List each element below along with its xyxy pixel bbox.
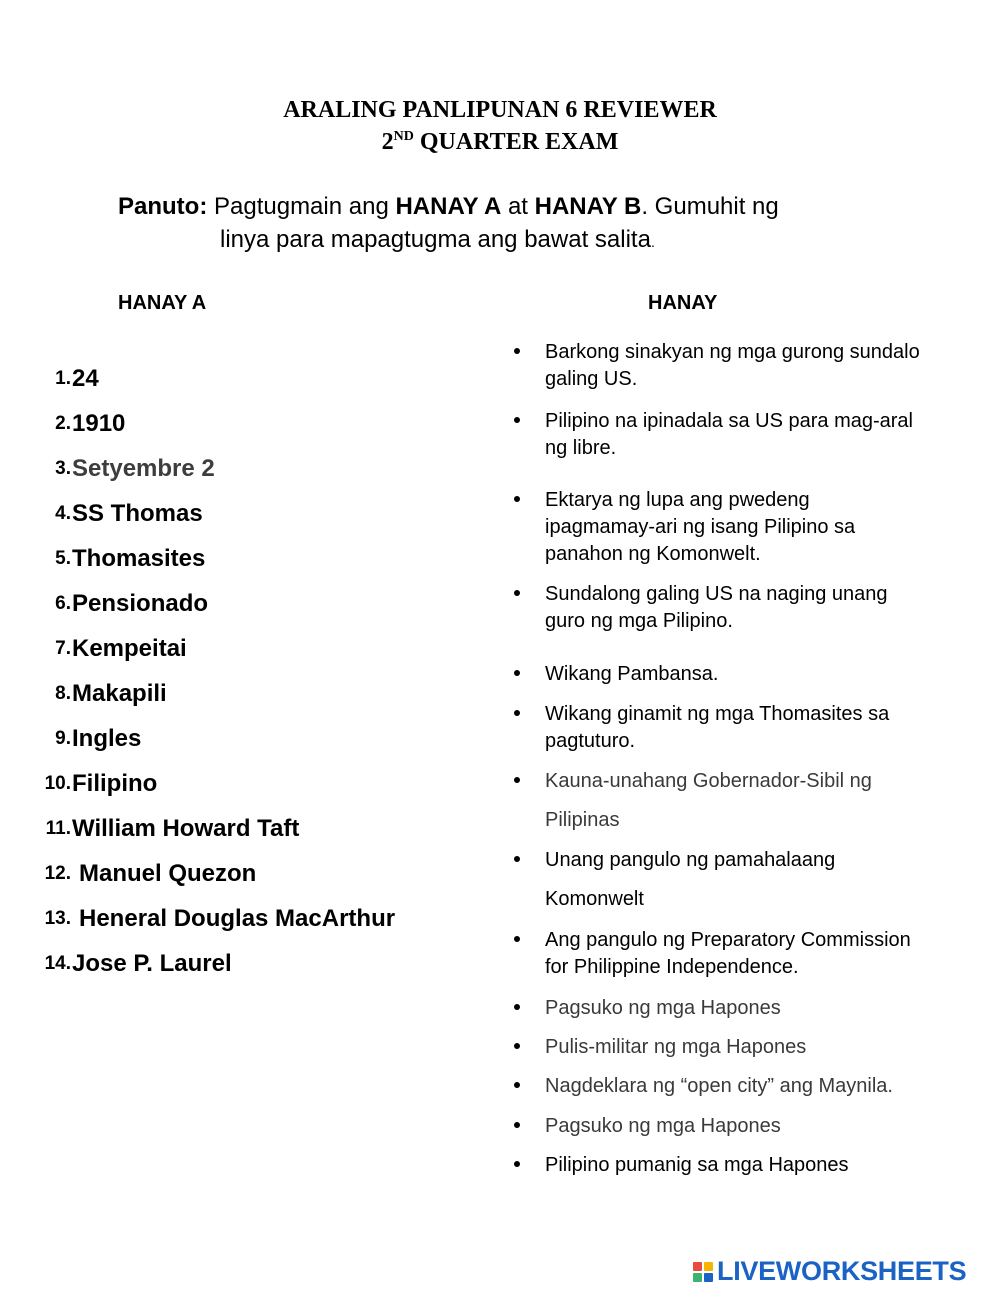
logo-square xyxy=(693,1273,702,1282)
item-text: Pagsuko ng mga Hapones xyxy=(545,1115,781,1137)
item-text: Wikang Pambansa. xyxy=(545,663,719,685)
item-number: 9. xyxy=(55,727,71,749)
item-text: Pulis-militar ng mga Hapones xyxy=(545,1036,807,1058)
bullet-dot xyxy=(514,1122,520,1128)
item-term: William Howard Taft xyxy=(72,814,300,842)
item-text: Nagdeklara ng “open city” ang Maynila. xyxy=(545,1075,893,1097)
logo-text: LIVEWORKSHEETS xyxy=(717,1256,967,1286)
hanay-a-header: HANAY A xyxy=(118,292,207,314)
item-term: Ingles xyxy=(72,724,142,752)
item-text: Wikang ginamit ng mga Thomasites sa xyxy=(545,703,890,725)
instructions-line-1 xyxy=(118,190,878,223)
item-number: 4. xyxy=(55,502,71,524)
item-text: for Philippine Independence. xyxy=(545,956,799,978)
bullet-dot xyxy=(514,1004,520,1010)
hanay-b-item[interactable] xyxy=(514,408,984,462)
item-number: 13. xyxy=(44,907,71,929)
bullet-dot xyxy=(514,417,520,423)
hanay-a-item[interactable] xyxy=(36,626,395,671)
hanay-b-header: HANAY xyxy=(648,292,718,314)
bullet-dot xyxy=(514,670,520,676)
logo-mark-icon xyxy=(693,1262,713,1282)
logo-square xyxy=(704,1273,713,1282)
item-term: Thomasites xyxy=(72,544,206,572)
item-text: pagtuturo. xyxy=(545,730,636,752)
instructions-text-4: linya para mapagtugma ang bawat salita xyxy=(220,226,651,253)
item-text: Unang pangulo ng pamahalaang xyxy=(545,849,836,871)
item-text: guro ng mga Pilipino. xyxy=(545,610,733,632)
bullet-dot xyxy=(514,1161,520,1167)
hanay-b-item[interactable] xyxy=(514,995,984,1022)
item-text: ng libre. xyxy=(545,437,617,459)
item-text: Komonwelt xyxy=(545,888,644,910)
hanay-a-item[interactable] xyxy=(36,491,395,536)
hanay-a-item[interactable] xyxy=(36,716,395,761)
bullet-dot xyxy=(514,777,520,783)
hanay-a-item[interactable] xyxy=(36,446,395,491)
logo-square xyxy=(704,1262,713,1271)
item-text: Ang pangulo ng Preparatory Commission xyxy=(545,929,911,951)
hanay-a-ref: HANAY A xyxy=(395,193,502,220)
hanay-a-item[interactable] xyxy=(36,536,395,581)
logo-square xyxy=(693,1262,702,1271)
item-term: Kempeitai xyxy=(72,634,187,662)
item-number: 11. xyxy=(45,817,71,839)
hanay-a-list xyxy=(36,356,395,986)
bullet-dot xyxy=(514,710,520,716)
instructions-text-1: Pagtugmain ang xyxy=(207,193,396,220)
hanay-b-item[interactable] xyxy=(514,661,984,688)
item-text: Barkong sinakyan ng mga gurong sundalo xyxy=(545,341,920,363)
liveworksheets-logo[interactable] xyxy=(693,1256,966,1287)
hanay-a-item[interactable] xyxy=(36,401,395,446)
item-number: 7. xyxy=(55,637,71,659)
item-text: Pilipino na ipinadala sa US para mag-aral xyxy=(545,410,913,432)
item-term: Filipino xyxy=(72,769,158,797)
ordinal-number: 2 xyxy=(381,129,394,155)
item-term: Jose P. Laurel xyxy=(72,949,232,977)
item-term: Pensionado xyxy=(72,589,209,617)
bullet-dot xyxy=(514,856,520,862)
worksheet-subtitle xyxy=(0,126,1000,158)
hanay-b-item[interactable] xyxy=(514,1034,984,1061)
item-text: Pilipinas xyxy=(545,809,620,831)
hanay-a-item[interactable] xyxy=(36,806,395,851)
item-text: Pagsuko ng mga Hapones xyxy=(545,997,781,1019)
item-text: panahon ng Komonwelt. xyxy=(545,543,761,565)
worksheet-title: ARALING PANLIPUNAN 6 REVIEWER xyxy=(283,97,717,123)
hanay-b-item[interactable] xyxy=(514,841,984,919)
item-term: 24 xyxy=(72,364,99,392)
instructions-text-3: . Gumuhit ng xyxy=(641,193,779,220)
item-term: 1910 xyxy=(72,409,126,437)
hanay-b-item[interactable] xyxy=(514,1073,984,1100)
hanay-b-item[interactable] xyxy=(514,1152,984,1179)
item-term: Makapili xyxy=(72,679,167,707)
bullet-dot xyxy=(514,1082,520,1088)
item-text: galing US. xyxy=(545,368,638,390)
hanay-a-item[interactable] xyxy=(36,941,395,986)
item-number: 3. xyxy=(55,457,71,479)
item-number: 6. xyxy=(55,592,71,614)
item-text: Sundalong galing US na naging unang xyxy=(545,583,888,605)
item-term: SS Thomas xyxy=(72,499,203,527)
instructions xyxy=(118,190,878,259)
item-number: 2. xyxy=(55,412,71,434)
hanay-a-item[interactable] xyxy=(36,896,395,941)
instructions-period: . xyxy=(650,234,655,250)
exam-label: QUARTER EXAM xyxy=(419,129,619,155)
hanay-b-item[interactable] xyxy=(514,701,984,755)
hanay-b-item[interactable] xyxy=(514,927,984,981)
item-number: 8. xyxy=(55,682,71,704)
item-number: 5. xyxy=(55,547,71,569)
bullet-dot xyxy=(514,348,520,354)
hanay-a-item[interactable] xyxy=(36,671,395,716)
item-term: Manuel Quezon xyxy=(79,859,257,887)
bullet-dot xyxy=(514,496,520,502)
hanay-b-item[interactable] xyxy=(514,762,984,840)
item-term: Setyembre 2 xyxy=(72,454,215,482)
bullet-dot xyxy=(514,1043,520,1049)
hanay-a-item[interactable] xyxy=(36,356,395,401)
hanay-b-item[interactable] xyxy=(514,1113,984,1140)
item-text: Kauna-unahang Gobernador-Sibil ng xyxy=(545,770,872,792)
item-number: 10. xyxy=(44,772,71,794)
hanay-a-item[interactable] xyxy=(36,851,395,896)
hanay-b-item[interactable] xyxy=(514,339,984,393)
item-text: Pilipino pumanig sa mga Hapones xyxy=(545,1154,849,1176)
ordinal-suffix: ND xyxy=(393,129,414,144)
hanay-b-item[interactable] xyxy=(514,487,984,568)
item-text: ipagmamay-ari ng isang Pilipino sa xyxy=(545,516,856,538)
hanay-b-item[interactable] xyxy=(514,581,984,635)
item-number: 14. xyxy=(44,952,71,974)
instructions-text-2: at xyxy=(501,193,535,220)
bullet-dot xyxy=(514,936,520,942)
hanay-a-item[interactable] xyxy=(36,581,395,626)
item-number: 1. xyxy=(55,367,71,389)
hanay-a-item[interactable] xyxy=(36,761,395,806)
instructions-label: Panuto: xyxy=(118,193,208,220)
hanay-b-ref: HANAY B xyxy=(534,193,642,220)
bullet-dot xyxy=(514,590,520,596)
item-text: Ektarya ng lupa ang pwedeng xyxy=(545,489,810,511)
instructions-line-2 xyxy=(118,223,878,259)
item-term: Heneral Douglas MacArthur xyxy=(79,904,396,932)
item-number: 12. xyxy=(44,862,71,884)
